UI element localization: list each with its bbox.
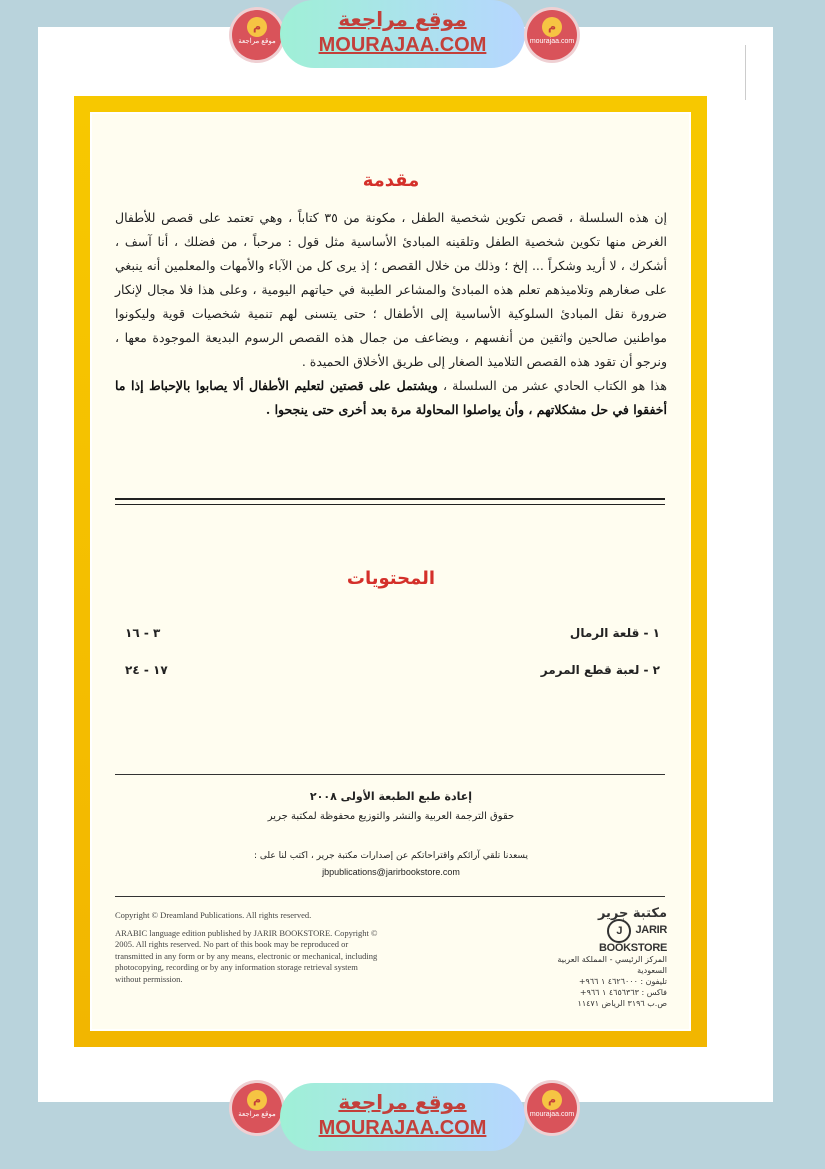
seal-icon: م bbox=[542, 1090, 562, 1110]
watermark-arabic: موقع مراجعة bbox=[338, 7, 467, 31]
legal-english bbox=[115, 910, 385, 991]
publisher-logo: مكتبة جرير J JARIR BOOKSTORE bbox=[597, 906, 667, 954]
toc-item-pages: ٣ - ١٦ bbox=[125, 626, 161, 640]
intro-body bbox=[115, 206, 667, 422]
watermark-seal-left-top: م موقع مراجعة bbox=[232, 10, 282, 60]
edge-line bbox=[745, 45, 746, 100]
feedback-email[interactable]: jbpublications@jarirbookstore.com bbox=[322, 867, 460, 877]
intro-title: مقدمة bbox=[362, 170, 420, 191]
toc-item[interactable] bbox=[115, 663, 660, 683]
toc-item-label: ٢ - لعبة قطع المرمر bbox=[540, 663, 660, 677]
watermark-banner-top[interactable] bbox=[280, 0, 525, 68]
intro-paragraph: إن هذه السلسلة ، قصص تكوين شخصية الطفل ، مكونة من ٣٥ كتاباً ، وهي تعتمد على قصص للأطفال الغرض منها تكوين شخصية الطفل وتلقينه المبادئ الأساسية مثل قول : مرحباً ، من فضلك ، أنا آسف ، أشكرك ، لا أريد وشكراً ... إلخ ؛ وذلك من خلال القصص ؛ إذ يرى كل من الآباء والأمهات والمعلمين أنه ينبغي على صغارهم وتلاميذهم تعلم هذه المبادئ والمشاعر الطيبة في حياتهم اليومية ، وعلى هذا فلا مجال لإنكار ضرورة نقل المبادئ السلوكية الأساسية إلى الأطفال ؛ حتى يتسنى لهم تنمية شخصيات قوية وليكونوا مواطنين صالحين واثقين من أنفسهم ، ويضاعف من جمال هذه القصص الرسوم البديعة الموجودة معها ، ونرجو أن تقود هذه القصص التلاميذ الصغار إلى طريق الأخلاق الحميدة . bbox=[115, 210, 667, 369]
watermark-latin: MOURAJAA.COM bbox=[318, 1117, 487, 1139]
reprint-note: إعادة طبع الطبعة الأولى ٢٠٠٨ bbox=[309, 790, 473, 803]
seal-icon: م bbox=[247, 17, 267, 37]
page-content bbox=[115, 110, 667, 1030]
toc-item-label: ١ - قلعة الرمال bbox=[569, 626, 660, 640]
watermark-seal-right-bottom: م mourajaa.com bbox=[527, 1083, 577, 1133]
publisher-pobox: ص.ب ٣١٩٦ الرياض ١١٤٧١ bbox=[577, 999, 667, 1008]
publisher-fax: فاكس : ٤٦٥٦٣٦٣ ١ ٩٦٦+ bbox=[579, 988, 667, 997]
watermark-seal-left-bottom: م موقع مراجعة bbox=[232, 1083, 282, 1133]
watermark-banner-bottom[interactable] bbox=[280, 1083, 525, 1151]
publisher-phone: تليفون : ٤٦٢٦٠٠٠ ١ ٩٦٦+ bbox=[578, 977, 667, 986]
seal-icon: م bbox=[247, 1090, 267, 1110]
contents-title: المحتويات bbox=[346, 568, 436, 589]
rights-note: حقوق الترجمة العربية والنشر والتوزيع محفوظة لمكتبة جرير bbox=[267, 811, 515, 822]
divider bbox=[115, 774, 665, 775]
publisher-block bbox=[542, 908, 667, 1009]
seal-icon: م bbox=[542, 17, 562, 37]
intro-paragraph-summary: هذا هو الكتاب الحادي عشر من السلسلة ، ويشتمل على قصتين لتعليم الأطفال ألا يصابوا بالإحباط إذا ما أخفقوا في حل مشكلاتهم ، وأن يواصلوا المحاولة مرة بعد أخرى حتى ينجحوا . bbox=[115, 378, 667, 417]
feedback-note: يسعدنا تلقي آرائكم واقتراحاتكم عن إصدارات مكتبة جرير ، اكتب لنا على : bbox=[254, 851, 528, 861]
jarir-logo-icon: J bbox=[607, 919, 631, 943]
legal-edition: ARABIC language edition published by JARIR BOOKSTORE. Copyright © 2005. All rights reserved. No part of this book may be reproduced or transmitted in any form or by any means, electronic or mechanical, including photocopying, recording or by any information storage retrieval system without permission. bbox=[115, 927, 378, 984]
watermark-arabic: موقع مراجعة bbox=[338, 1090, 467, 1114]
watermark-latin: MOURAJAA.COM bbox=[318, 34, 487, 56]
watermark-seal-right-top: م mourajaa.com bbox=[527, 10, 577, 60]
publisher-hq: المركز الرئيسي - المملكة العربية السعودية bbox=[557, 955, 667, 975]
toc-item-pages: ١٧ - ٢٤ bbox=[125, 663, 168, 677]
section-divider bbox=[115, 498, 665, 505]
divider bbox=[115, 896, 665, 897]
legal-copyright: Copyright © Dreamland Publications. All rights reserved. bbox=[115, 910, 312, 920]
toc-item[interactable] bbox=[115, 626, 660, 646]
